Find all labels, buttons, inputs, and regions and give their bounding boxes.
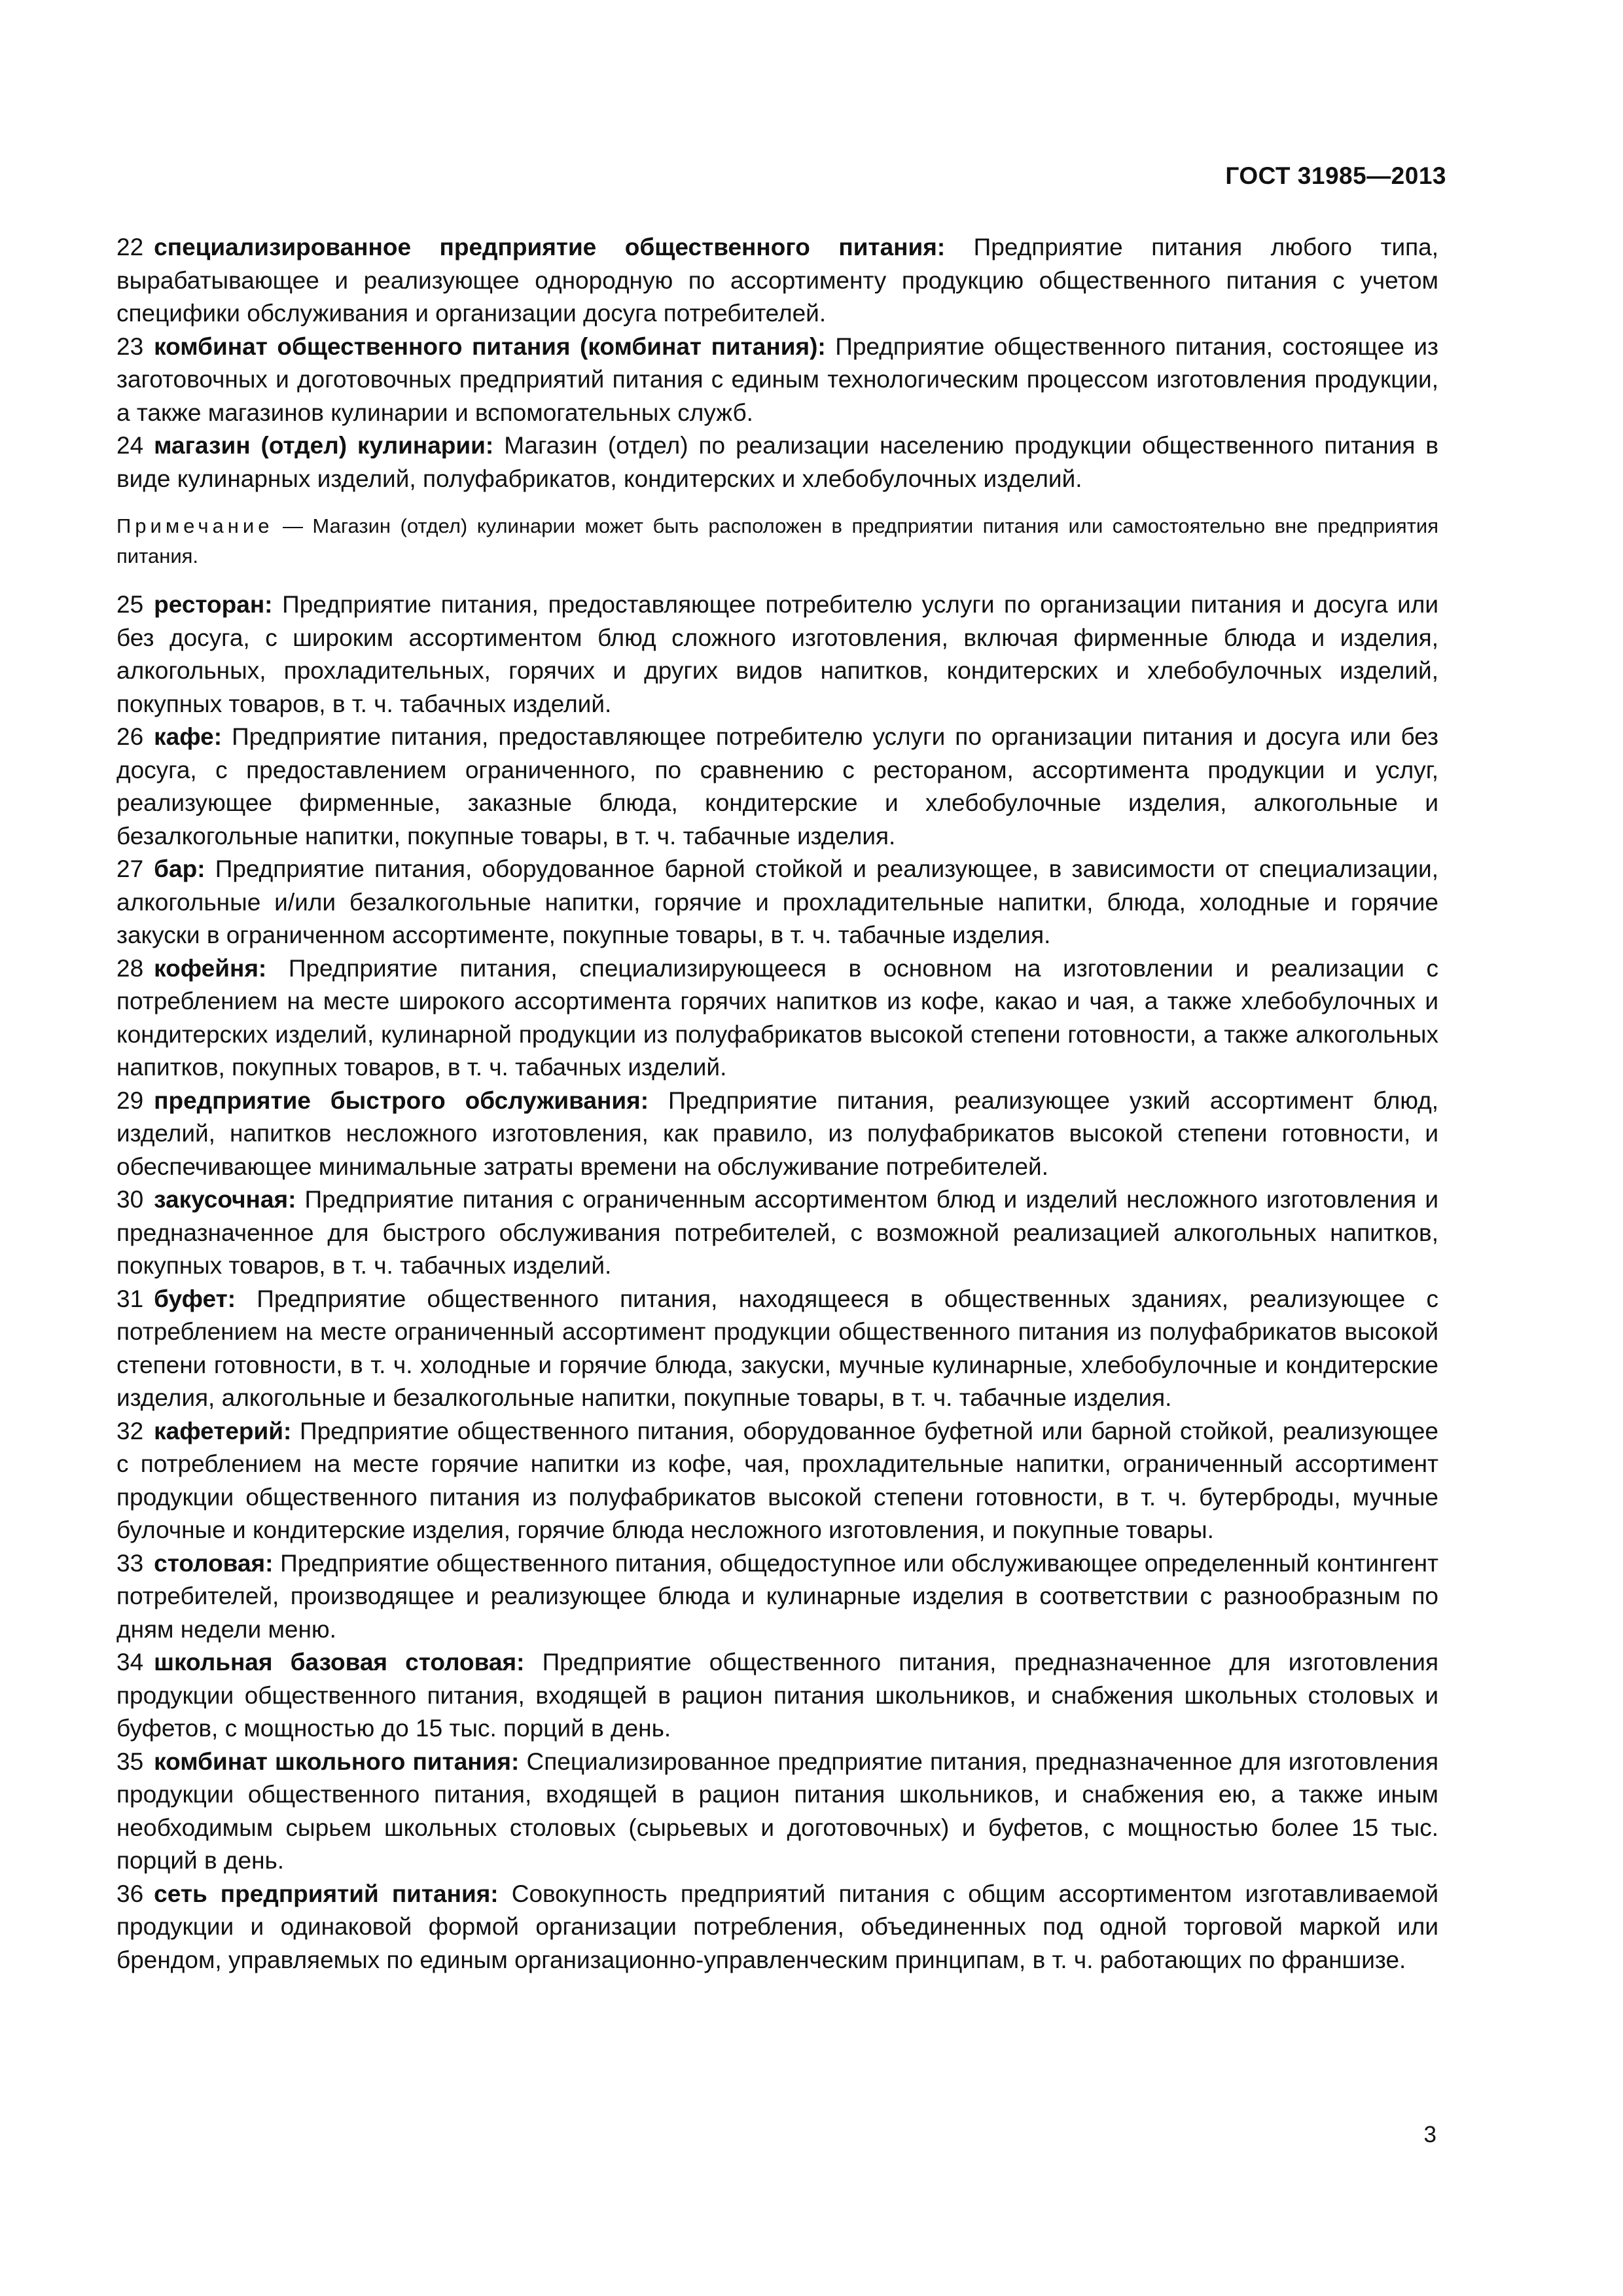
entry-term: кафетерий: xyxy=(154,1417,292,1444)
entry-number: 27 xyxy=(116,855,144,882)
definition-entry-27 xyxy=(116,853,1438,952)
entry-definition: Предприятие общественного питания, общедоступное или обслуживающее определенный контингент потребителей, производящее и реализующее блюда и кулинарные изделия в соответствии с разнообразным по дням недели меню. xyxy=(116,1549,1438,1643)
note xyxy=(116,511,1438,571)
entry-term: сеть предприятий питания: xyxy=(154,1880,499,1907)
entry-number: 30 xyxy=(116,1186,144,1213)
entry-definition: Предприятие общественного питания, состоящее из заготовочных и доготовочных предприятий питания с единым технологическим процессом изготовления продукции, а также магазинов кулинарии и вспомогательных служб. xyxy=(116,332,1438,426)
definition-entry-32 xyxy=(116,1415,1438,1547)
entry-definition: Предприятие питания, предоставляющее потребителю услуги по организации питания и досуга или без досуга, с широким ассортиментом блюд сложного изготовления, включая фирменные блюда и изделия, алкогольных, прохладительных, горячих и других видов напитков, кондитерских и хлебобулочных изделий, покупных товаров, в т. ч. табачных изделий. xyxy=(116,591,1438,717)
entry-number: 34 xyxy=(116,1649,144,1676)
entry-number: 36 xyxy=(116,1880,144,1907)
entry-term: комбинат общественного питания (комбинат питания): xyxy=(154,332,826,360)
entry-term: кафе: xyxy=(154,723,223,750)
entry-definition: Предприятие питания, специализирующееся в основном на изготовлении и реализации с потреблением на месте широкого ассортимента горячих напитков из кофе, какао и чая, а также хлебобулочных и кондитерских изделий, кулинарной продукции из полуфабрикатов высокой степени готовности, а также алкогольных напитков, покупных товаров, в т. ч. табачных изделий. xyxy=(116,954,1438,1081)
entry-number: 24 xyxy=(116,432,144,459)
entry-number: 28 xyxy=(116,954,144,982)
entry-number: 26 xyxy=(116,723,144,750)
entry-definition: Предприятие питания, предоставляющее потребителю услуги по организации питания и досуга или без досуга, с предоставлением ограниченного, по сравнению с рестораном, ассортимента продукции и услуг, реализующее фирменные, заказные блюда, кондитерские и хлебобулочные изделия, алкогольные и безалкогольные напитки, покупные товары, в т. ч. табачные изделия. xyxy=(116,723,1439,850)
entry-number: 35 xyxy=(116,1748,144,1775)
entry-number: 22 xyxy=(116,234,144,260)
entry-term: бар: xyxy=(154,855,205,882)
entry-definition: Предприятие питания, оборудованное барной стойкой и реализующее, в зависимости от специализации, алкогольные и/или безалкогольные напитки, горячие и прохладительные напитки, блюда, холодные и горячие закуски в ограниченном ассортименте, покупные товары, в т. ч. табачные изделия. xyxy=(116,855,1438,948)
definition-entry-26 xyxy=(116,721,1438,853)
definition-entry-36 xyxy=(116,1878,1438,1977)
entry-number: 31 xyxy=(116,1285,144,1312)
entry-definition: Совокупность предприятий питания с общим ассортиментом изготавливаемой продукции и одинаковой формой организации потребления, объединенных под одной торговой маркой или брендом, управляемых по единым организационно-управленческим принципам, в т. ч. работающих по франшизе. xyxy=(116,1880,1439,1973)
entry-term: закусочная: xyxy=(154,1186,296,1213)
definition-entry-31 xyxy=(116,1283,1438,1415)
entry-definition: Предприятие общественного питания, оборудованное буфетной или барной стойкой, реализующее с потреблением на месте горячие напитки из кофе, чая, прохладительные напитки, ограниченный ассортимент продукции общественного питания из полуфабрикатов высокой степени готовности, в т. ч. бутерброды, мучные булочные и кондитерские изделия, горячие блюда несложного изготовления, и покупные товары. xyxy=(116,1417,1438,1543)
entry-term: буфет: xyxy=(154,1285,236,1312)
definition-entry-34 xyxy=(116,1646,1438,1746)
entry-number: 29 xyxy=(116,1086,144,1114)
page-number: 3 xyxy=(1423,2122,1436,2147)
note-text: — Магазин (отдел) кулинарии может быть расположен в предприятии питания или самостоятельно вне предприятия питания. xyxy=(116,514,1438,567)
entry-number: 25 xyxy=(116,591,144,618)
definition-entry-33 xyxy=(116,1547,1438,1647)
note-label: Примечание xyxy=(116,514,274,537)
entry-term: магазин (отдел) кулинарии: xyxy=(154,432,494,459)
entry-term: специализированное предприятие общественного питания: xyxy=(154,234,946,260)
definition-entry-30 xyxy=(116,1183,1438,1283)
definition-entry-35 xyxy=(116,1746,1438,1878)
entry-definition: Предприятие общественного питания, предназначенное для изготовления продукции общественного питания, входящей в рацион питания школьников, и снабжения школьных столовых и буфетов, с мощностью до 15 тыс. порций в день. xyxy=(116,1649,1439,1742)
entry-number: 32 xyxy=(116,1417,144,1444)
entry-number: 33 xyxy=(116,1549,144,1577)
entry-number: 23 xyxy=(116,332,144,360)
definition-entry-22 xyxy=(116,231,1438,331)
entry-term: школьная базовая столовая: xyxy=(154,1649,525,1676)
entry-definition: Предприятие питания любого типа, вырабатывающее и реализующее однородную по ассортименту продукцию общественного питания с учетом специфики обслуживания и организации досуга потребителей. xyxy=(116,234,1439,327)
definition-entry-23 xyxy=(116,331,1438,430)
entry-definition: Предприятие общественного питания, находящееся в общественных зданиях, реализующее с потреблением на месте ограниченный ассортимент продукции общественного питания из полуфабрикатов высокой степени готовности, в т. ч. холодные и горячие блюда, закуски, мучные кулинарные, хлебобулочные и кондитерские изделия, алкогольные и безалкогольные напитки, покупные товары, в т. ч. табачные изделия. xyxy=(116,1285,1438,1411)
definitions-group-1 xyxy=(116,231,1438,495)
entry-term: ресторан: xyxy=(154,591,273,618)
entry-definition: Специализированное предприятие питания, предназначенное для изготовления продукции общественного питания, входящей в рацион питания школьников, и снабжения ею, а также иным необходимым сырьем школьных столовых (сырьевых и доготовочных) и буфетов, с мощностью более 15 тыс. порций в день. xyxy=(116,1748,1438,1874)
document-body xyxy=(116,231,1438,1977)
definitions-group-2 xyxy=(116,588,1438,1977)
definition-entry-25 xyxy=(116,588,1438,721)
standard-code: ГОСТ 31985—2013 xyxy=(1225,162,1446,189)
entry-term: предприятие быстрого обслуживания: xyxy=(154,1086,649,1114)
entry-definition: Предприятие питания, реализующее узкий ассортимент блюд, изделий, напитков несложного изготовления, как правило, из полуфабрикатов высокой степени готовности, и обеспечивающее минимальные затраты времени на обслуживание потребителей. xyxy=(116,1086,1439,1180)
entry-term: столовая: xyxy=(154,1549,274,1577)
definition-entry-24 xyxy=(116,429,1438,495)
entry-term: комбинат школьного питания: xyxy=(154,1748,520,1775)
entry-definition: Предприятие питания с ограниченным ассортиментом блюд и изделий несложного изготовления и предназначенное для быстрого обслуживания потребителей, с возможной реализацией алкогольных напитков, покупных товаров, в т. ч. табачных изделий. xyxy=(116,1186,1438,1279)
definition-entry-28 xyxy=(116,952,1438,1085)
entry-definition: Магазин (отдел) по реализации населению продукции общественного питания в виде кулинарных изделий, полуфабрикатов, кондитерских и хлебобулочных изделий. xyxy=(116,432,1439,492)
entry-term: кофейня: xyxy=(154,954,267,982)
definition-entry-29 xyxy=(116,1085,1438,1184)
